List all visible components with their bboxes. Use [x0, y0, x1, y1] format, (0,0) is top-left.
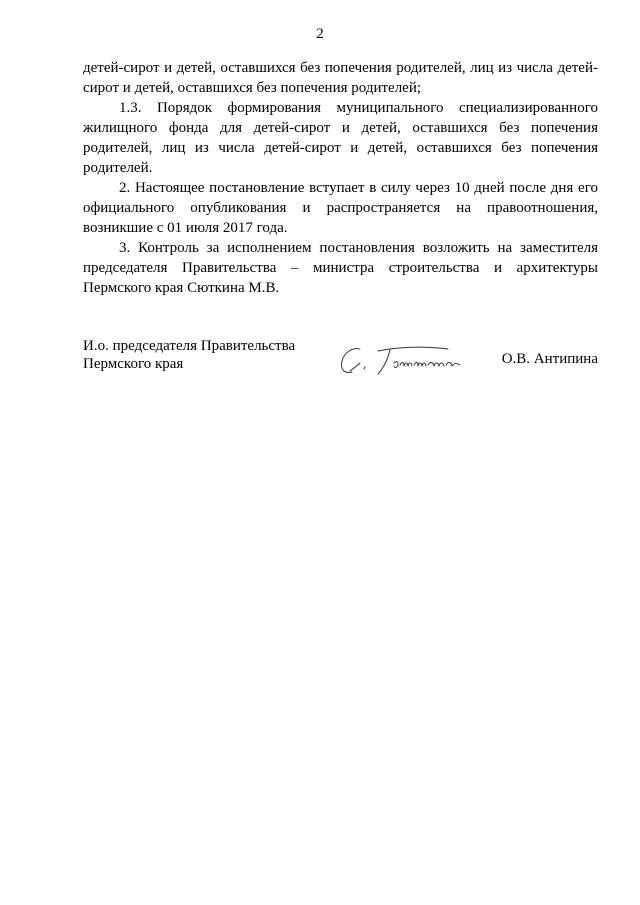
- signer-position-line-1: И.о. председателя Правительства: [83, 338, 296, 354]
- paragraph-2: 2. Настоящее постановление вступает в силу через 10 дней после дня его официального опубликования и распространяется на правоотношения, возникшие с 01 июля 2017 года.: [83, 180, 598, 236]
- paragraph-3: 3. Контроль за исполнением постановления возложить на заместителя председателя Правительства – министра строительства и архитектуры Пермского края Сюткина М.В.: [83, 240, 598, 296]
- page-number: 2: [316, 26, 324, 42]
- document-body: [83, 58, 598, 298]
- paragraph-continuation: детей-сирот и детей, оставшихся без попечения родителей, лиц из числа детей-сирот и детей, оставшихся без попечения родителей;: [83, 60, 598, 96]
- signature-block: [83, 337, 598, 387]
- signer-position-line-2: Пермского края: [83, 356, 184, 372]
- handwritten-signature-icon: [338, 341, 513, 379]
- signer-position: [83, 337, 323, 373]
- paragraph-1-3: 1.3. Порядок формирования муниципального специализированного жилищного фонда для детей-сирот и детей, оставшихся без попечения родителей, лиц из числа детей-сирот и детей, оставшихся без попечения родителей.: [83, 100, 598, 176]
- signer-name: О.В. Антипина: [501, 351, 598, 367]
